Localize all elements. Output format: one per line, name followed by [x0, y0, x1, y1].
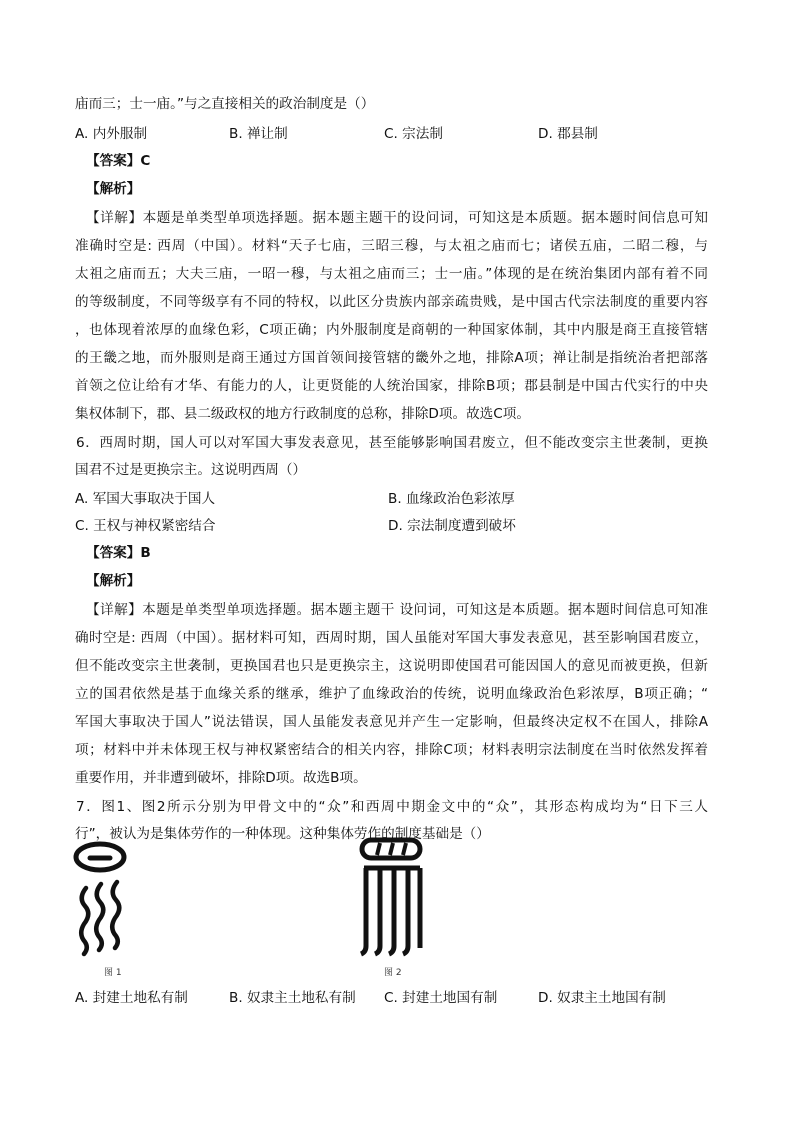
bronze-inscription-zhong-glyph: [356, 836, 428, 964]
q5-detail-line: 太祖之庙而五；大夫三庙，一昭一穆，与太祖之庙而三；士一庙。”体现的是在统治集团内部有着不同: [75, 266, 708, 282]
q7-stem-line: 行”，被认为是集体劳作的一种体现。这种集体劳作的制度基础是（）: [75, 826, 490, 842]
q7-stem-line: 7．图1、图2所示分别为甲骨文中的“众”和西周中期金文中的“众”，其形态构成均为“日下三人: [76, 799, 708, 815]
q5-answer: 【答案】C: [86, 153, 151, 169]
q6-option-b: B. 血缘政治色彩浓厚: [388, 491, 515, 507]
q6-detail-line: 军国大事取决于国人”说法错误，国人虽能发表意见并产生一定影响，但最终决定权不在国人，排除A: [75, 714, 708, 730]
q6-detail-line: 重要作用，并非遭到破坏，排除D项。故选B项。: [75, 770, 367, 786]
q6-detail-line: 确时空是: 西周（中国）。据材料可知，西周时期，国人虽能对军国大事发表意见，甚至影响国君废立，: [75, 630, 708, 646]
q5-detail-line: ，也体现着浓厚的血缘色彩，C项正确；内外服制度是商朝的一种国家体制，其中内服是商王直接管辖: [75, 322, 708, 338]
q5-detail-line: 的等级制度，不同等级享有不同的特权，以此区分贵族内部亲疏贵贱，是中国古代宗法制度的重要内容: [75, 294, 708, 310]
q7-option-d: D. 奴隶主土地国有制: [538, 990, 666, 1006]
q5-detail-line: 准确时空是: 西周（中国）。材料“天子七庙，三昭三穆，与太祖之庙而七；诸侯五庙，二昭二穆，与: [75, 238, 708, 254]
figure-2-caption: 图 2: [384, 968, 402, 978]
q5-option-a: A. 内外服制: [75, 126, 148, 142]
q6-option-d: D. 宗法制度遭到破坏: [388, 518, 516, 534]
q6-detail-line: 【详解】本题是单类型单项选择题。据本题主题干 设问词，可知这是本质题。据本题时间信息可知准: [86, 602, 708, 618]
q7-option-b: B. 奴隶主土地私有制: [229, 990, 356, 1006]
q5-detail-line: 的王畿之地，而外服则是商王通过方国首领间接管辖的畿外之地，排除A项；禅让制是指统治者把部落: [75, 350, 708, 366]
figure-1-caption: 图 1: [104, 968, 122, 978]
q5-detail-line: 【详解】本题是单类型单项选择题。据本题主题干的设问词，可知这是本质题。据本题时间信息可知: [86, 210, 708, 226]
q6-option-a: A. 军国大事取决于国人: [75, 491, 216, 507]
q6-analysis-label: 【解析】: [86, 573, 141, 589]
q6-stem-line: 国君不过是更换宗主。这说明西周（）: [75, 462, 307, 478]
q5-option-b: B. 禅让制: [229, 126, 288, 142]
q6-stem-line: 6．西周时期，国人可以对军国大事发表意见，甚至能够影响国君废立，但不能改变宗主世袭制，更换: [76, 435, 708, 451]
q5-detail-line: 集权体制下，郡、县二级政权的地方行政制度的总称，排除D项。故选C项。: [75, 406, 530, 422]
q5-option-d: D. 郡县制: [538, 126, 598, 142]
q5-stem-tail: 庙而三；士一庙。”与之直接相关的政治制度是（）: [75, 96, 375, 112]
q5-detail-line: 首领之位让给有才华、有能力的人，让更贤能的人统治国家，排除B项；郡县制是中国古代实行的中央: [75, 378, 708, 394]
q6-detail-line: 立的国君依然是基于血缘关系的继承，维护了血缘政治的传统，说明血缘政治色彩浓厚，B项正确；“: [75, 686, 708, 702]
q6-option-c: C. 王权与神权紧密结合: [75, 518, 216, 534]
q6-detail-line: 项；材料中并未体现王权与神权紧密结合的相关内容，排除C项；材料表明宗法制度在当时依然发挥着: [75, 742, 708, 758]
q5-option-c: C. 宗法制: [384, 126, 443, 142]
q7-option-c: C. 封建土地国有制: [384, 990, 498, 1006]
q5-analysis-label: 【解析】: [86, 181, 141, 197]
q6-answer: 【答案】B: [86, 545, 151, 561]
oracle-bone-zhong-glyph: [72, 840, 134, 965]
q6-detail-line: 但不能改变宗主世袭制，更换国君也只是更换宗主，这说明即使国君可能因国人的意见而被更换，但新: [75, 658, 708, 674]
q7-option-a: A. 封建土地私有制: [75, 990, 188, 1006]
